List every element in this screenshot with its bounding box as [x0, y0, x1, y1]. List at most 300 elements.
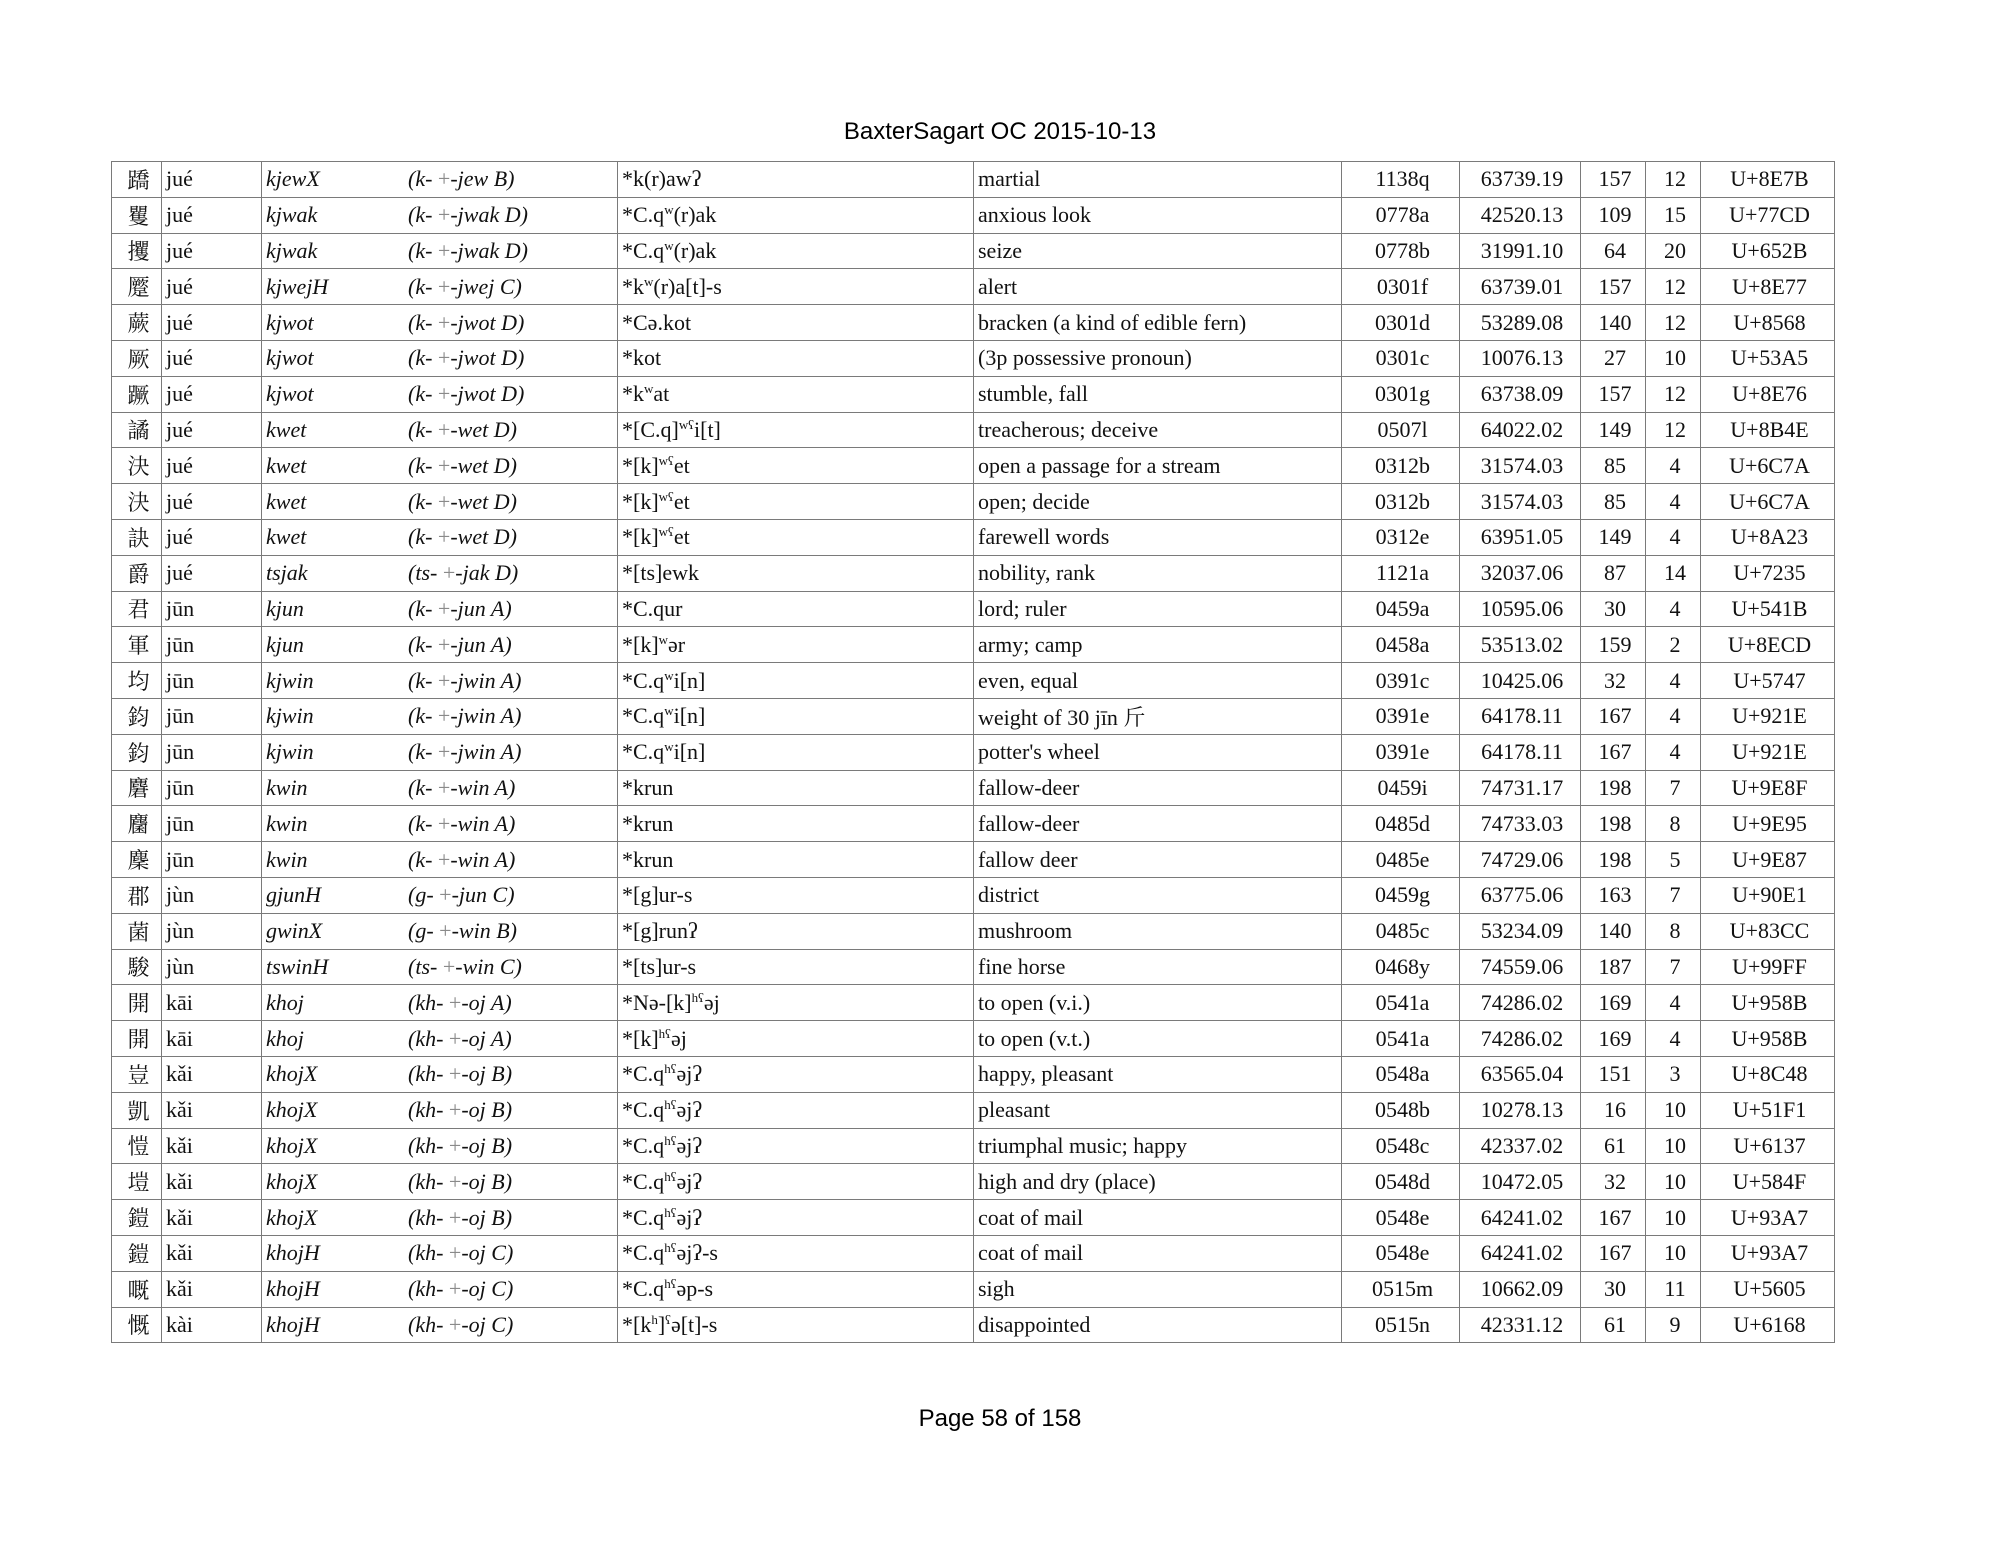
pinyin-cell: jùn	[162, 913, 262, 949]
old-chinese-cell: $*[k]^{wʕ}et$	[618, 519, 974, 555]
mc-final: -jwot D)	[450, 345, 525, 371]
middle-chinese-cell	[262, 806, 618, 842]
character-cell: 凱	[112, 1092, 162, 1128]
kangxi-cell: 42337.02	[1460, 1128, 1581, 1164]
table-row	[112, 376, 1835, 412]
unicode-cell: U+83CC	[1701, 913, 1835, 949]
mc-initial: (ts-	[408, 953, 438, 979]
old-chinese-cell: *[g]runʔ	[618, 913, 974, 949]
pinyin-cell: jué	[162, 376, 262, 412]
strokes-cell: 5	[1646, 842, 1701, 878]
mc-initial: (k-	[408, 416, 433, 442]
table-row	[112, 555, 1835, 591]
mc-romanization: kjwin	[266, 703, 314, 729]
kangxi-cell: 64022.02	[1460, 412, 1581, 448]
radical-cell: 149	[1581, 519, 1646, 555]
plus-sign: +	[437, 309, 451, 335]
oc-superscript: wʕ	[678, 416, 694, 432]
kangxi-cell: 10595.06	[1460, 591, 1581, 627]
gsr-cell: 0548d	[1342, 1164, 1460, 1200]
table-row	[112, 305, 1835, 341]
mc-initial: (kh-	[408, 1204, 444, 1230]
gsr-cell: 0301f	[1342, 269, 1460, 305]
unicode-cell: U+90E1	[1701, 877, 1835, 913]
mc-initial: (kh-	[408, 989, 444, 1015]
old-chinese-cell: *kot	[618, 340, 974, 376]
gsr-cell: 0458a	[1342, 627, 1460, 663]
old-chinese-cell: $*C.q^wi[n]$	[618, 663, 974, 699]
kangxi-cell: 42331.12	[1460, 1307, 1581, 1343]
radical-cell: 140	[1581, 913, 1646, 949]
strokes-cell: 7	[1646, 949, 1701, 985]
gloss-cell: bracken (a kind of edible fern)	[974, 305, 1342, 341]
old-chinese-cell: $*C.q^{hʕ}əjʔ-s$	[618, 1235, 974, 1271]
kangxi-cell: 10472.05	[1460, 1164, 1581, 1200]
plus-sign: +	[437, 631, 451, 657]
old-chinese-cell: $*C.q^{hʕ}əp-s$	[618, 1271, 974, 1307]
gsr-cell: 0468y	[1342, 949, 1460, 985]
unicode-cell: U+8A23	[1701, 519, 1835, 555]
middle-chinese-cell	[262, 1307, 618, 1343]
strokes-cell: 12	[1646, 412, 1701, 448]
mc-initial: (kh-	[408, 1061, 444, 1087]
kangxi-cell: 64178.11	[1460, 734, 1581, 770]
oc-superscript: hʕ	[658, 1025, 671, 1041]
strokes-cell: 4	[1646, 591, 1701, 627]
pinyin-cell: jué	[162, 305, 262, 341]
unicode-cell: U+5747	[1701, 663, 1835, 699]
kangxi-cell: 53513.02	[1460, 627, 1581, 663]
strokes-cell: 20	[1646, 233, 1701, 269]
unicode-cell: U+99FF	[1701, 949, 1835, 985]
mc-final: -oj C)	[461, 1240, 514, 1266]
gsr-cell: 0485c	[1342, 913, 1460, 949]
radical-cell: 157	[1581, 162, 1646, 198]
pinyin-cell: jué	[162, 448, 262, 484]
unicode-cell: U+9E95	[1701, 806, 1835, 842]
unicode-cell: U+9E8F	[1701, 770, 1835, 806]
table-row	[112, 627, 1835, 663]
table-row	[112, 1021, 1835, 1057]
unicode-cell: U+8E7B	[1701, 162, 1835, 198]
middle-chinese-cell	[262, 412, 618, 448]
unicode-cell: U+541B	[1701, 591, 1835, 627]
unicode-cell: U+53A5	[1701, 340, 1835, 376]
mc-initial: (k-	[408, 345, 433, 371]
pinyin-cell: jué	[162, 197, 262, 233]
middle-chinese-cell	[262, 1271, 618, 1307]
gsr-cell: 0312e	[1342, 519, 1460, 555]
old-chinese-cell: $*[k]^{wʕ}et$	[618, 448, 974, 484]
unicode-cell: U+8E76	[1701, 376, 1835, 412]
middle-chinese-cell	[262, 484, 618, 520]
pinyin-cell: kǎi	[162, 1164, 262, 1200]
document-title: BaxterSagart OC 2015-10-13	[843, 118, 1157, 145]
character-cell: 軍	[112, 627, 162, 663]
strokes-cell: 4	[1646, 663, 1701, 699]
old-chinese-cell: *krun	[618, 770, 974, 806]
gloss-cell: coat of mail	[974, 1235, 1342, 1271]
kangxi-cell: 74559.06	[1460, 949, 1581, 985]
gloss-cell: happy, pleasant	[974, 1056, 1342, 1092]
mc-initial: (k-	[408, 237, 433, 263]
mc-romanization: kwin	[266, 774, 308, 800]
radical-cell: 157	[1581, 269, 1646, 305]
plus-sign: +	[437, 524, 451, 550]
table-row	[112, 877, 1835, 913]
mc-initial: (k-	[408, 774, 433, 800]
gloss-cell: army; camp	[974, 627, 1342, 663]
gloss-cell: (3p possessive pronoun)	[974, 340, 1342, 376]
pinyin-cell: kǎi	[162, 1235, 262, 1271]
mc-romanization: kwet	[266, 416, 307, 442]
gloss-cell: farewell words	[974, 519, 1342, 555]
gsr-cell: 0541a	[1342, 1021, 1460, 1057]
middle-chinese-cell	[262, 1128, 618, 1164]
radical-cell: 61	[1581, 1307, 1646, 1343]
radical-cell: 169	[1581, 985, 1646, 1021]
old-chinese-cell: $*[k]^{hʕ}əj$	[618, 1021, 974, 1057]
pinyin-cell: jūn	[162, 842, 262, 878]
radical-cell: 32	[1581, 1164, 1646, 1200]
mc-final: -oj B)	[461, 1168, 513, 1194]
character-cell: 厥	[112, 340, 162, 376]
mc-romanization: kjwot	[266, 309, 314, 335]
old-chinese-cell: $*[k]^{wʕ}et$	[618, 484, 974, 520]
character-cell: 蕨	[112, 305, 162, 341]
mc-initial: (k-	[408, 739, 433, 765]
mc-final: -oj A)	[461, 1025, 512, 1051]
plus-sign: +	[448, 1204, 462, 1230]
mc-initial: (k-	[408, 309, 433, 335]
oc-superscript: w	[664, 667, 674, 683]
gsr-cell: 0391e	[1342, 734, 1460, 770]
mc-final: -oj A)	[461, 989, 512, 1015]
unicode-cell: U+5605	[1701, 1271, 1835, 1307]
radical-cell: 149	[1581, 412, 1646, 448]
mc-initial: (k-	[408, 846, 433, 872]
character-cell: 譎	[112, 412, 162, 448]
plus-sign: +	[437, 739, 451, 765]
unicode-cell: U+6137	[1701, 1128, 1835, 1164]
character-cell: 慨	[112, 1307, 162, 1343]
gloss-cell: lord; ruler	[974, 591, 1342, 627]
middle-chinese-cell	[262, 233, 618, 269]
gsr-cell: 0312b	[1342, 484, 1460, 520]
strokes-cell: 4	[1646, 519, 1701, 555]
plus-sign: +	[437, 166, 451, 192]
kangxi-cell: 63739.19	[1460, 162, 1581, 198]
radical-cell: 159	[1581, 627, 1646, 663]
character-cell: 爵	[112, 555, 162, 591]
table-row	[112, 412, 1835, 448]
plus-sign: +	[437, 846, 451, 872]
plus-sign: +	[437, 774, 451, 800]
dictionary-table	[111, 161, 1835, 1343]
pinyin-cell: kāi	[162, 985, 262, 1021]
mc-final: -win A)	[450, 774, 516, 800]
gsr-cell: 1138q	[1342, 162, 1460, 198]
kangxi-cell: 64241.02	[1460, 1235, 1581, 1271]
pinyin-cell: jué	[162, 233, 262, 269]
character-cell: 郡	[112, 877, 162, 913]
old-chinese-cell: $*[k]^wər$	[618, 627, 974, 663]
mc-romanization: kwin	[266, 846, 308, 872]
unicode-cell: U+93A7	[1701, 1235, 1835, 1271]
kangxi-cell: 10278.13	[1460, 1092, 1581, 1128]
middle-chinese-cell	[262, 340, 618, 376]
character-cell: 均	[112, 663, 162, 699]
plus-sign: +	[448, 1168, 462, 1194]
character-cell: 訣	[112, 519, 162, 555]
gsr-cell: 0485e	[1342, 842, 1460, 878]
character-cell: 鈞	[112, 734, 162, 770]
strokes-cell: 14	[1646, 555, 1701, 591]
kangxi-cell: 63738.09	[1460, 376, 1581, 412]
unicode-cell: U+958B	[1701, 1021, 1835, 1057]
mc-romanization: gjunH	[266, 882, 321, 908]
radical-cell: 16	[1581, 1092, 1646, 1128]
mc-final: -wet D)	[450, 452, 517, 478]
table-row	[112, 591, 1835, 627]
pinyin-cell: jué	[162, 340, 262, 376]
middle-chinese-cell	[262, 162, 618, 198]
table-row	[112, 1235, 1835, 1271]
gsr-cell: 0391e	[1342, 698, 1460, 734]
pinyin-cell: jūn	[162, 627, 262, 663]
old-chinese-cell: $*k^w(r)a[t]-s$	[618, 269, 974, 305]
table-row	[112, 1164, 1835, 1200]
mc-initial: (k-	[408, 452, 433, 478]
table-row	[112, 340, 1835, 376]
kangxi-cell: 74286.02	[1460, 1021, 1581, 1057]
strokes-cell: 8	[1646, 806, 1701, 842]
pinyin-cell: jūn	[162, 698, 262, 734]
old-chinese-cell: *krun	[618, 806, 974, 842]
mc-romanization: khojX	[266, 1097, 318, 1123]
pinyin-cell: jūn	[162, 734, 262, 770]
character-cell: 蹶	[112, 376, 162, 412]
radical-cell: 87	[1581, 555, 1646, 591]
pinyin-cell: jūn	[162, 806, 262, 842]
pinyin-cell: kāi	[162, 1021, 262, 1057]
mc-final: -jwot D)	[450, 309, 525, 335]
mc-romanization: kjwot	[266, 345, 314, 371]
table-row	[112, 663, 1835, 699]
gloss-cell: alert	[974, 269, 1342, 305]
mc-romanization: khoj	[266, 1025, 304, 1051]
old-chinese-cell: *C.qur	[618, 591, 974, 627]
gsr-cell: 0778a	[1342, 197, 1460, 233]
unicode-cell: U+51F1	[1701, 1092, 1835, 1128]
strokes-cell: 11	[1646, 1271, 1701, 1307]
gloss-cell: fallow-deer	[974, 806, 1342, 842]
middle-chinese-cell	[262, 1056, 618, 1092]
kangxi-cell: 63739.01	[1460, 269, 1581, 305]
strokes-cell: 9	[1646, 1307, 1701, 1343]
gloss-cell: potter's wheel	[974, 734, 1342, 770]
plus-sign: +	[437, 667, 451, 693]
middle-chinese-cell	[262, 1200, 618, 1236]
gsr-cell: 1121a	[1342, 555, 1460, 591]
radical-cell: 167	[1581, 734, 1646, 770]
pinyin-cell: jué	[162, 555, 262, 591]
character-cell: 麏	[112, 770, 162, 806]
plus-sign: +	[448, 989, 462, 1015]
mc-romanization: kwet	[266, 488, 307, 514]
gloss-cell: to open (v.i.)	[974, 985, 1342, 1021]
radical-cell: 167	[1581, 698, 1646, 734]
table-row	[112, 698, 1835, 734]
radical-cell: 27	[1581, 340, 1646, 376]
old-chinese-cell: $*C.q^w(r)ak$	[618, 233, 974, 269]
radical-cell: 30	[1581, 1271, 1646, 1307]
plus-sign: +	[437, 416, 451, 442]
mc-final: -jwin A)	[450, 739, 522, 765]
mc-initial: (k-	[408, 667, 433, 693]
mc-final: -wet D)	[450, 416, 517, 442]
pinyin-cell: jué	[162, 484, 262, 520]
unicode-cell: U+584F	[1701, 1164, 1835, 1200]
mc-initial: (k-	[408, 381, 433, 407]
middle-chinese-cell	[262, 663, 618, 699]
mc-final: -oj B)	[461, 1132, 513, 1158]
strokes-cell: 3	[1646, 1056, 1701, 1092]
old-chinese-cell: $*Nə-[k]^{hʕ}əj$	[618, 985, 974, 1021]
pinyin-cell: kǎi	[162, 1271, 262, 1307]
radical-cell: 85	[1581, 448, 1646, 484]
strokes-cell: 15	[1646, 197, 1701, 233]
table-row	[112, 1200, 1835, 1236]
mc-final: -win A)	[450, 810, 516, 836]
mc-romanization: kjun	[266, 631, 304, 657]
table-row	[112, 519, 1835, 555]
gloss-cell: fallow-deer	[974, 770, 1342, 806]
gsr-cell: 0391c	[1342, 663, 1460, 699]
table-row	[112, 1056, 1835, 1092]
table-row	[112, 269, 1835, 305]
mc-romanization: kjwak	[266, 237, 318, 263]
pinyin-cell: kài	[162, 1307, 262, 1343]
character-cell: 鎧	[112, 1235, 162, 1271]
mc-initial: (k-	[408, 703, 433, 729]
mc-final: -jwin A)	[450, 703, 522, 729]
oc-superscript: hʕ	[664, 1168, 677, 1184]
oc-superscript: hʕ	[664, 1132, 677, 1148]
old-chinese-cell: $*[C.q]^{wʕ}i[t]$	[618, 412, 974, 448]
character-cell: 攫	[112, 233, 162, 269]
strokes-cell: 4	[1646, 448, 1701, 484]
oc-superscript: h	[651, 1311, 658, 1327]
oc-superscript: wʕ	[658, 524, 674, 540]
radical-cell: 163	[1581, 877, 1646, 913]
character-cell: 開	[112, 985, 162, 1021]
mc-romanization: khojX	[266, 1204, 318, 1230]
strokes-cell: 12	[1646, 376, 1701, 412]
kangxi-cell: 63951.05	[1460, 519, 1581, 555]
plus-sign: +	[448, 1240, 462, 1266]
kangxi-cell: 74729.06	[1460, 842, 1581, 878]
radical-cell: 140	[1581, 305, 1646, 341]
plus-sign: +	[437, 381, 451, 407]
old-chinese-cell: $*C.q^{hʕ}əjʔ$	[618, 1056, 974, 1092]
table-row	[112, 1092, 1835, 1128]
strokes-cell: 10	[1646, 1128, 1701, 1164]
gloss-cell: stumble, fall	[974, 376, 1342, 412]
strokes-cell: 7	[1646, 877, 1701, 913]
table-row	[112, 913, 1835, 949]
kangxi-cell: 53234.09	[1460, 913, 1581, 949]
character-cell: 鎧	[112, 1200, 162, 1236]
oc-superscript: hʕ	[664, 1097, 677, 1113]
gloss-cell: even, equal	[974, 663, 1342, 699]
strokes-cell: 4	[1646, 484, 1701, 520]
oc-superscript: hʕ	[664, 1276, 677, 1292]
plus-sign: +	[448, 1132, 462, 1158]
table-row	[112, 1271, 1835, 1307]
mc-romanization: kjun	[266, 595, 304, 621]
mc-initial: (k-	[408, 631, 433, 657]
mc-final: -win C)	[455, 953, 522, 979]
mc-romanization: khoj	[266, 989, 304, 1015]
table-row	[112, 734, 1835, 770]
old-chinese-cell: $*C.q^w(r)ak$	[618, 197, 974, 233]
gsr-cell: 0485d	[1342, 806, 1460, 842]
pinyin-cell: kǎi	[162, 1200, 262, 1236]
mc-final: -oj B)	[461, 1097, 513, 1123]
middle-chinese-cell	[262, 1092, 618, 1128]
middle-chinese-cell	[262, 519, 618, 555]
gsr-cell: 0515n	[1342, 1307, 1460, 1343]
mc-initial: (g-	[408, 918, 434, 944]
mc-romanization: kjwin	[266, 667, 314, 693]
mc-romanization: tswinH	[266, 953, 329, 979]
gloss-cell: weight of 30 jīn 斤	[974, 698, 1342, 734]
radical-cell: 169	[1581, 1021, 1646, 1057]
character-cell: 矍	[112, 197, 162, 233]
table-row	[112, 949, 1835, 985]
strokes-cell: 12	[1646, 162, 1701, 198]
mc-romanization: khojX	[266, 1168, 318, 1194]
gloss-cell: district	[974, 877, 1342, 913]
character-cell: 蹷	[112, 269, 162, 305]
gsr-cell: 0548e	[1342, 1200, 1460, 1236]
character-cell: 駿	[112, 949, 162, 985]
old-chinese-cell: *krun	[618, 842, 974, 878]
character-cell: 豈	[112, 1056, 162, 1092]
oc-superscript: ʕ	[665, 1311, 671, 1327]
old-chinese-cell: $*[k^h]^ʕə[t]-s$	[618, 1307, 974, 1343]
gloss-cell: fallow deer	[974, 842, 1342, 878]
kangxi-cell: 31574.03	[1460, 448, 1581, 484]
gloss-cell: anxious look	[974, 197, 1342, 233]
unicode-cell: U+8C48	[1701, 1056, 1835, 1092]
mc-initial: (kh-	[408, 1097, 444, 1123]
mc-initial: (k-	[408, 273, 433, 299]
plus-sign: +	[442, 560, 456, 586]
table-row	[112, 770, 1835, 806]
old-chinese-cell: $*k^wat$	[618, 376, 974, 412]
oc-superscript: wʕ	[658, 488, 674, 504]
mc-romanization: kjwin	[266, 739, 314, 765]
page-number: Page 58 of 158	[918, 1405, 1082, 1432]
mc-romanization: khojH	[266, 1311, 320, 1337]
middle-chinese-cell	[262, 555, 618, 591]
plus-sign: +	[448, 1061, 462, 1087]
plus-sign: +	[437, 595, 451, 621]
mc-romanization: kjwak	[266, 202, 318, 228]
strokes-cell: 12	[1646, 269, 1701, 305]
